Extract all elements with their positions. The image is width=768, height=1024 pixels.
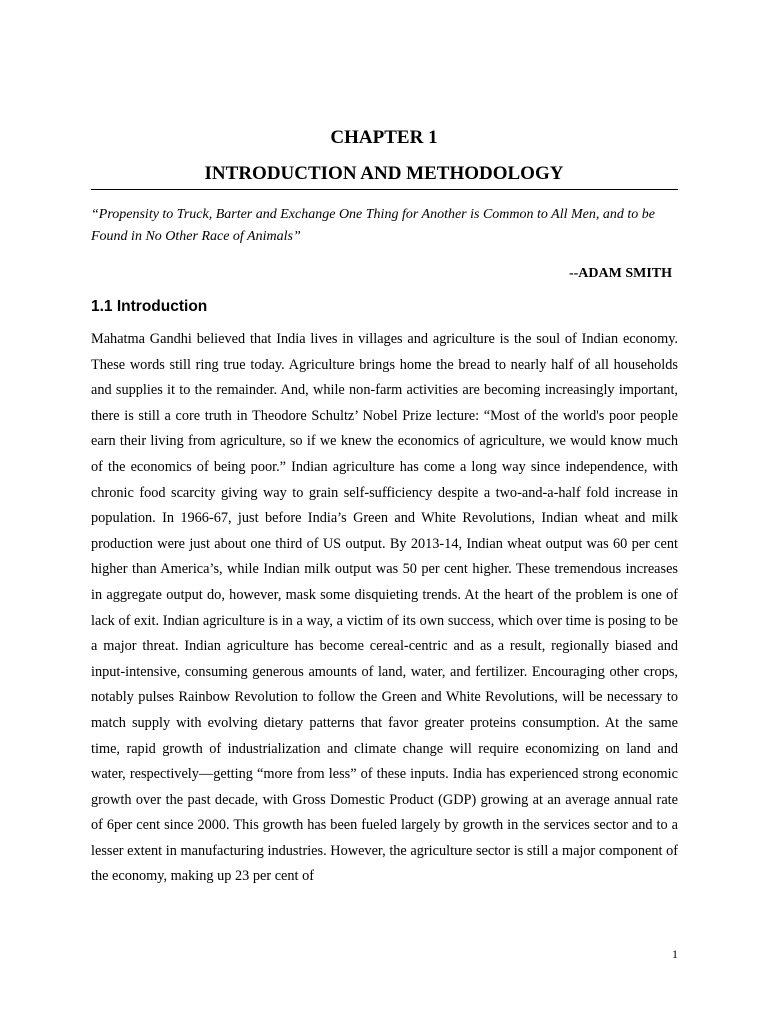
page-number: 1 bbox=[672, 947, 678, 961]
epigraph-quote: “Propensity to Truck, Barter and Exchange One Thing for Another is Common to All Men, and to be Found in No Other Race of Animals” bbox=[91, 207, 655, 244]
epigraph-author: --ADAM SMITH bbox=[568, 266, 672, 281]
title-divider bbox=[91, 189, 678, 190]
chapter-number: CHAPTER 1 bbox=[330, 127, 438, 148]
chapter-title: INTRODUCTION AND METHODOLOGY bbox=[204, 163, 564, 184]
body-paragraph: Mahatma Gandhi believed that India lives in villages and agriculture is the soul of Indian economy. These words still ring true today. Agriculture brings home the bread to nearly half of all households and supplies it to the remainder. And, while non-farm activities are becoming increasingly important, there is still a core truth in Theodore Schultz’ Nobel Prize lecture: “Most of the world's poor people earn their living from agriculture, so if we knew the economics of agriculture, we would know much of the economics of being poor.” Indian agriculture has come a long way since independence, with chronic food scarcity giving way to grain self-sufficiency despite a two-and-a-half fold increase in population. In 1966-67, just before India’s Green and White Revolutions, Indian wheat and milk production were just about one third of US output. By 2013-14, Indian wheat output was 60 per cent higher than America’s, while Indian milk output was 50 per cent higher. These tremendous increases in aggregate output do, however, mask some disquieting trends. At the heart of the problem is one of lack of exit. Indian agriculture is in a way, a victim of its own success, which over time is posing to be a major threat. Indian agriculture has become cereal-centric and as a result, regionally biased and input-intensive, consuming generous amounts of land, water, and fertilizer. Encouraging other crops, notably pulses Rainbow Revolution to follow the Green and White Revolutions, will be necessary to match supply with evolving dietary patterns that favor greater proteins consumption. At the same time, rapid growth of industrialization and climate change will require economizing on land and water, respectively—getting “more from less” of these inputs. India has experienced strong economic growth over the past decade, with Gross Domestic Product (GDP) growing at an average annual rate of 6per cent since 2000. This growth has been fueled largely by growth in the services sector and to a lesser extent in manufacturing industries. However, the agriculture sector is still a major component of the economy, making up 23 per cent of bbox=[91, 331, 678, 885]
section-heading: 1.1 Introduction bbox=[91, 298, 208, 315]
